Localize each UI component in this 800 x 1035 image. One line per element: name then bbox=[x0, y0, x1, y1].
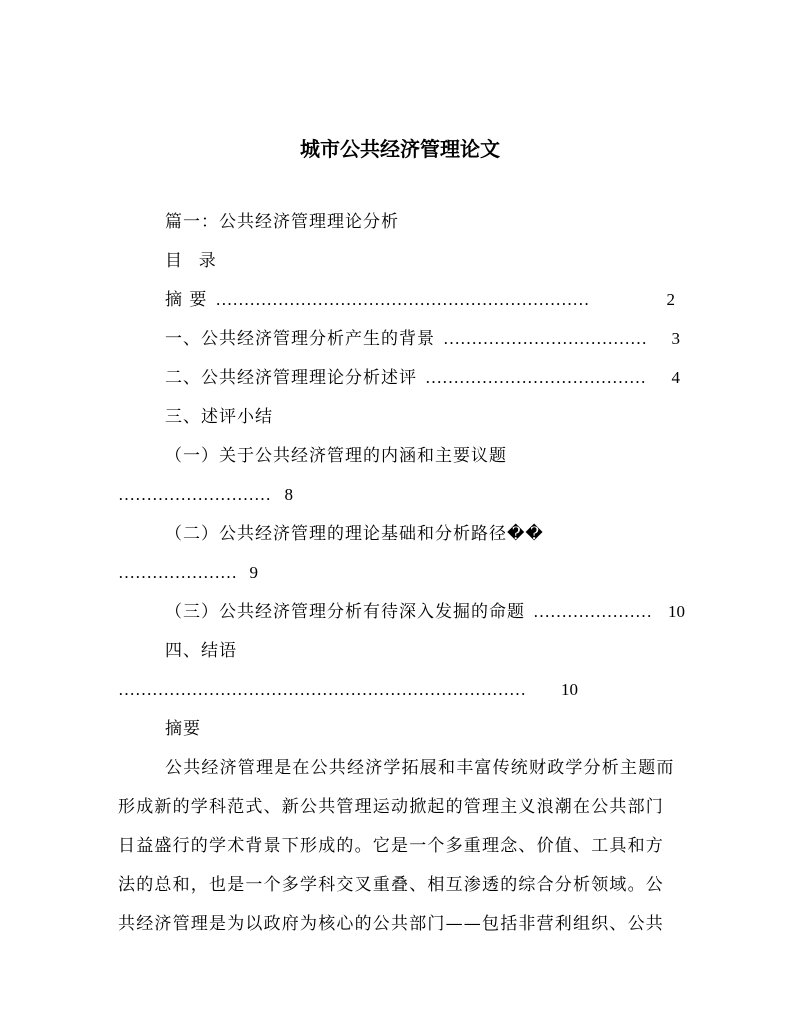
toc-page-number: 10 bbox=[561, 680, 578, 699]
toc-continuation-3 bbox=[118, 679, 578, 701]
toc-page-number: 10 bbox=[668, 602, 685, 621]
toc-leader-dots: ………………………………………………………… bbox=[215, 290, 590, 309]
toc-page-number: 2 bbox=[666, 290, 675, 309]
abstract-paragraph-line: 法的总和，也是一个多学科交叉重叠、相互渗透的综合分析领域。公 bbox=[118, 875, 664, 895]
section-heading: 篇一：公共经济管理理论分析 bbox=[165, 212, 399, 232]
toc-entry-subsection-1: （一）关于公共经济管理的内涵和主要议题 bbox=[165, 446, 507, 466]
toc-leader-dots: ……………………………… bbox=[443, 329, 647, 348]
document-title: 城市公共经济管理论文 bbox=[300, 137, 500, 161]
toc-entry-summary: 三、述评小结 bbox=[165, 407, 273, 427]
toc-label: 二、公共经济管理理论分析述评 bbox=[165, 368, 417, 388]
toc-leader-dots: ………………… bbox=[533, 602, 652, 621]
toc-leader-dots: ……………………… bbox=[118, 485, 271, 504]
toc-leader-dots: ………………… bbox=[118, 563, 237, 582]
toc-page-number: 8 bbox=[284, 485, 293, 504]
toc-continuation-1 bbox=[118, 484, 293, 506]
toc-continuation-2 bbox=[118, 562, 258, 584]
toc-label: 一、公共经济管理分析产生的背景 bbox=[165, 329, 435, 349]
toc-entry-review bbox=[165, 367, 680, 389]
toc-page-number: 9 bbox=[249, 563, 258, 582]
toc-page-number: 3 bbox=[671, 329, 680, 348]
abstract-paragraph-line: 公共经济管理是在公共经济学拓展和丰富传统财政学分析主题而 bbox=[165, 758, 675, 778]
toc-entry-subsection-2: （二）公共经济管理的理论基础和分析路径�� bbox=[165, 524, 544, 544]
toc-entry-conclusion: 四、结语 bbox=[165, 641, 237, 661]
abstract-heading: 摘要 bbox=[165, 719, 201, 739]
toc-entry-background bbox=[165, 328, 680, 350]
toc-entry-abstract bbox=[165, 289, 675, 311]
toc-leader-dots: ……………………………………………………………… bbox=[118, 680, 526, 699]
abstract-paragraph-line: 形成新的学科范式、新公共管理运动掀起的管理主义浪潮在公共部门 bbox=[118, 797, 664, 817]
toc-label: 摘 要 bbox=[165, 290, 208, 310]
toc-label: （三）公共经济管理分析有待深入发掘的命题 bbox=[165, 602, 525, 622]
toc-heading: 目 录 bbox=[165, 251, 218, 271]
toc-entry-subsection-3 bbox=[165, 601, 685, 623]
abstract-paragraph-line: 共经济管理是为以政府为核心的公共部门——包括非营利组织、公共 bbox=[118, 914, 664, 934]
toc-leader-dots: ………………………………… bbox=[425, 368, 646, 387]
toc-page-number: 4 bbox=[671, 368, 680, 387]
abstract-paragraph-line: 日益盛行的学术背景下形成的。它是一个多重理念、价值、工具和方 bbox=[118, 836, 664, 856]
